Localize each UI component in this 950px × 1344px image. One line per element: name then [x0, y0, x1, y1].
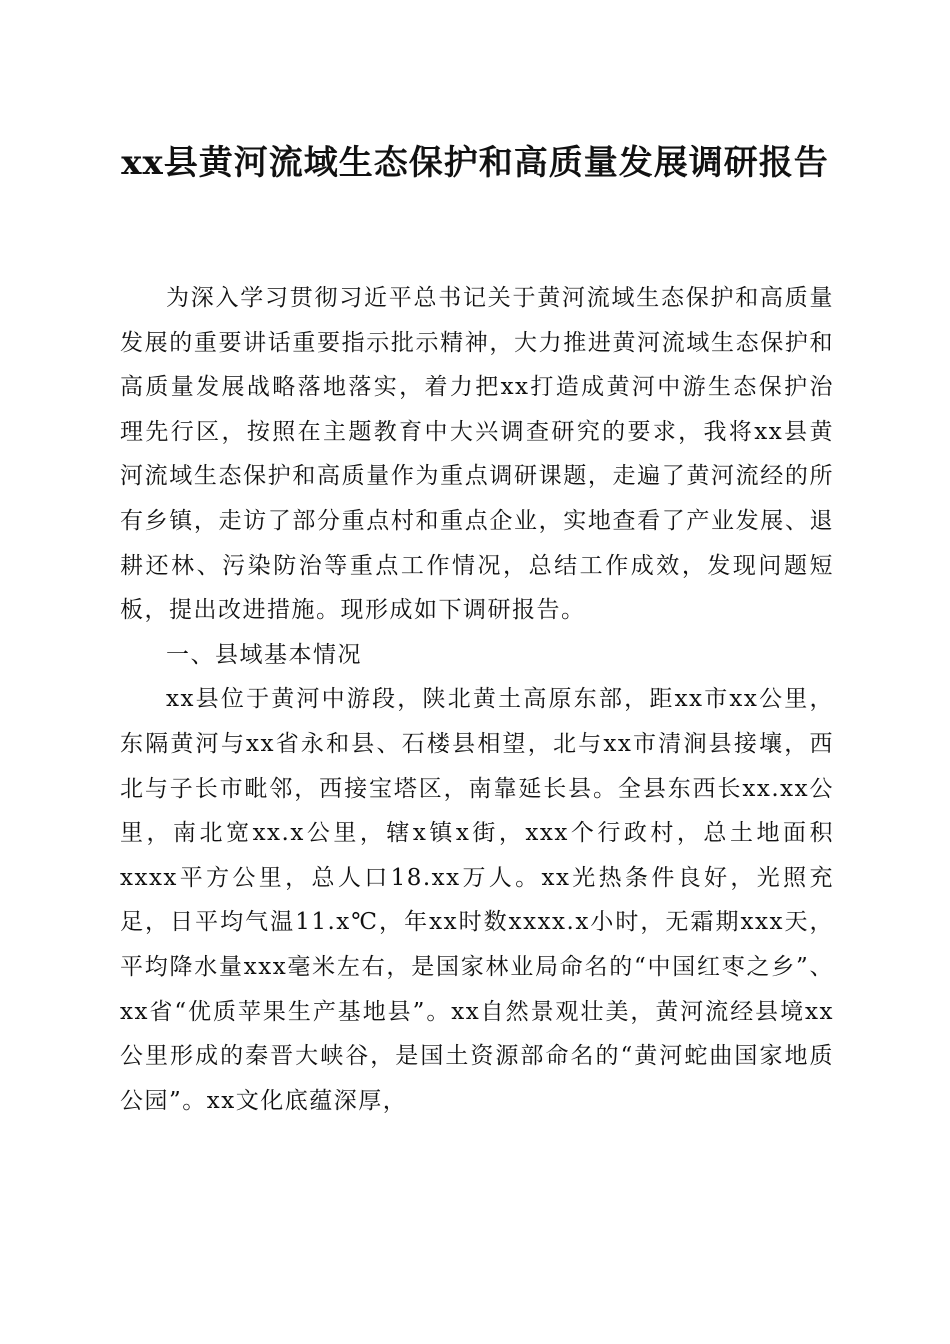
intro-paragraph: 为深入学习贯彻习近平总书记关于黄河流域生态保护和高质量发展的重要讲话重要指示批示精神，大力推进黄河流域生态保护和高质量发展战略落地落实，着力把xx打造成黄河中游生态保护治理先行区，按照在主题教育中大兴调查研究的要求，我将xx县黄河流域生态保护和高质量作为重点调研课题，走遍了黄河流经的所有乡镇，走访了部分重点村和重点企业，实地查看了产业发展、退耕还林、污染防治等重点工作情况，总结工作成效，发现问题短板，提出改进措施。现形成如下调研报告。 — [120, 285, 834, 624]
section-heading: 一、县域基本情况 — [166, 641, 362, 668]
document-title: xx县黄河流域生态保护和高质量发展调研报告 — [121, 143, 829, 183]
section-paragraph: xx县位于黄河中游段，陕北黄土高原东部，距xx市xx公里，东隔黄河与xx省永和县、石楼县相望，北与xx市清涧县接壤，西北与子长市毗邻，西接宝塔区，南靠延长县。全县东西长xx.xx公里，南北宽xx.x公里，辖x镇x街，xxx个行政村，总土地面积xxxx平方公里，总人口18.xx万人。xx光热条件良好，光照充足，日平均气温11.x℃，年xx时数xxxx.x小时，无霜期xxx天，平均降水量xxx毫米左右，是国家林业局命名的“中国红枣之乡”、xx省“优质苹果生产基地县”。xx自然景观壮美，黄河流经县境xx公里形成的秦晋大峡谷，是国土资源部命名的“黄河蛇曲国家地质公园”。xx文化底蕴深厚， — [120, 686, 834, 1114]
document-body — [120, 276, 834, 1123]
